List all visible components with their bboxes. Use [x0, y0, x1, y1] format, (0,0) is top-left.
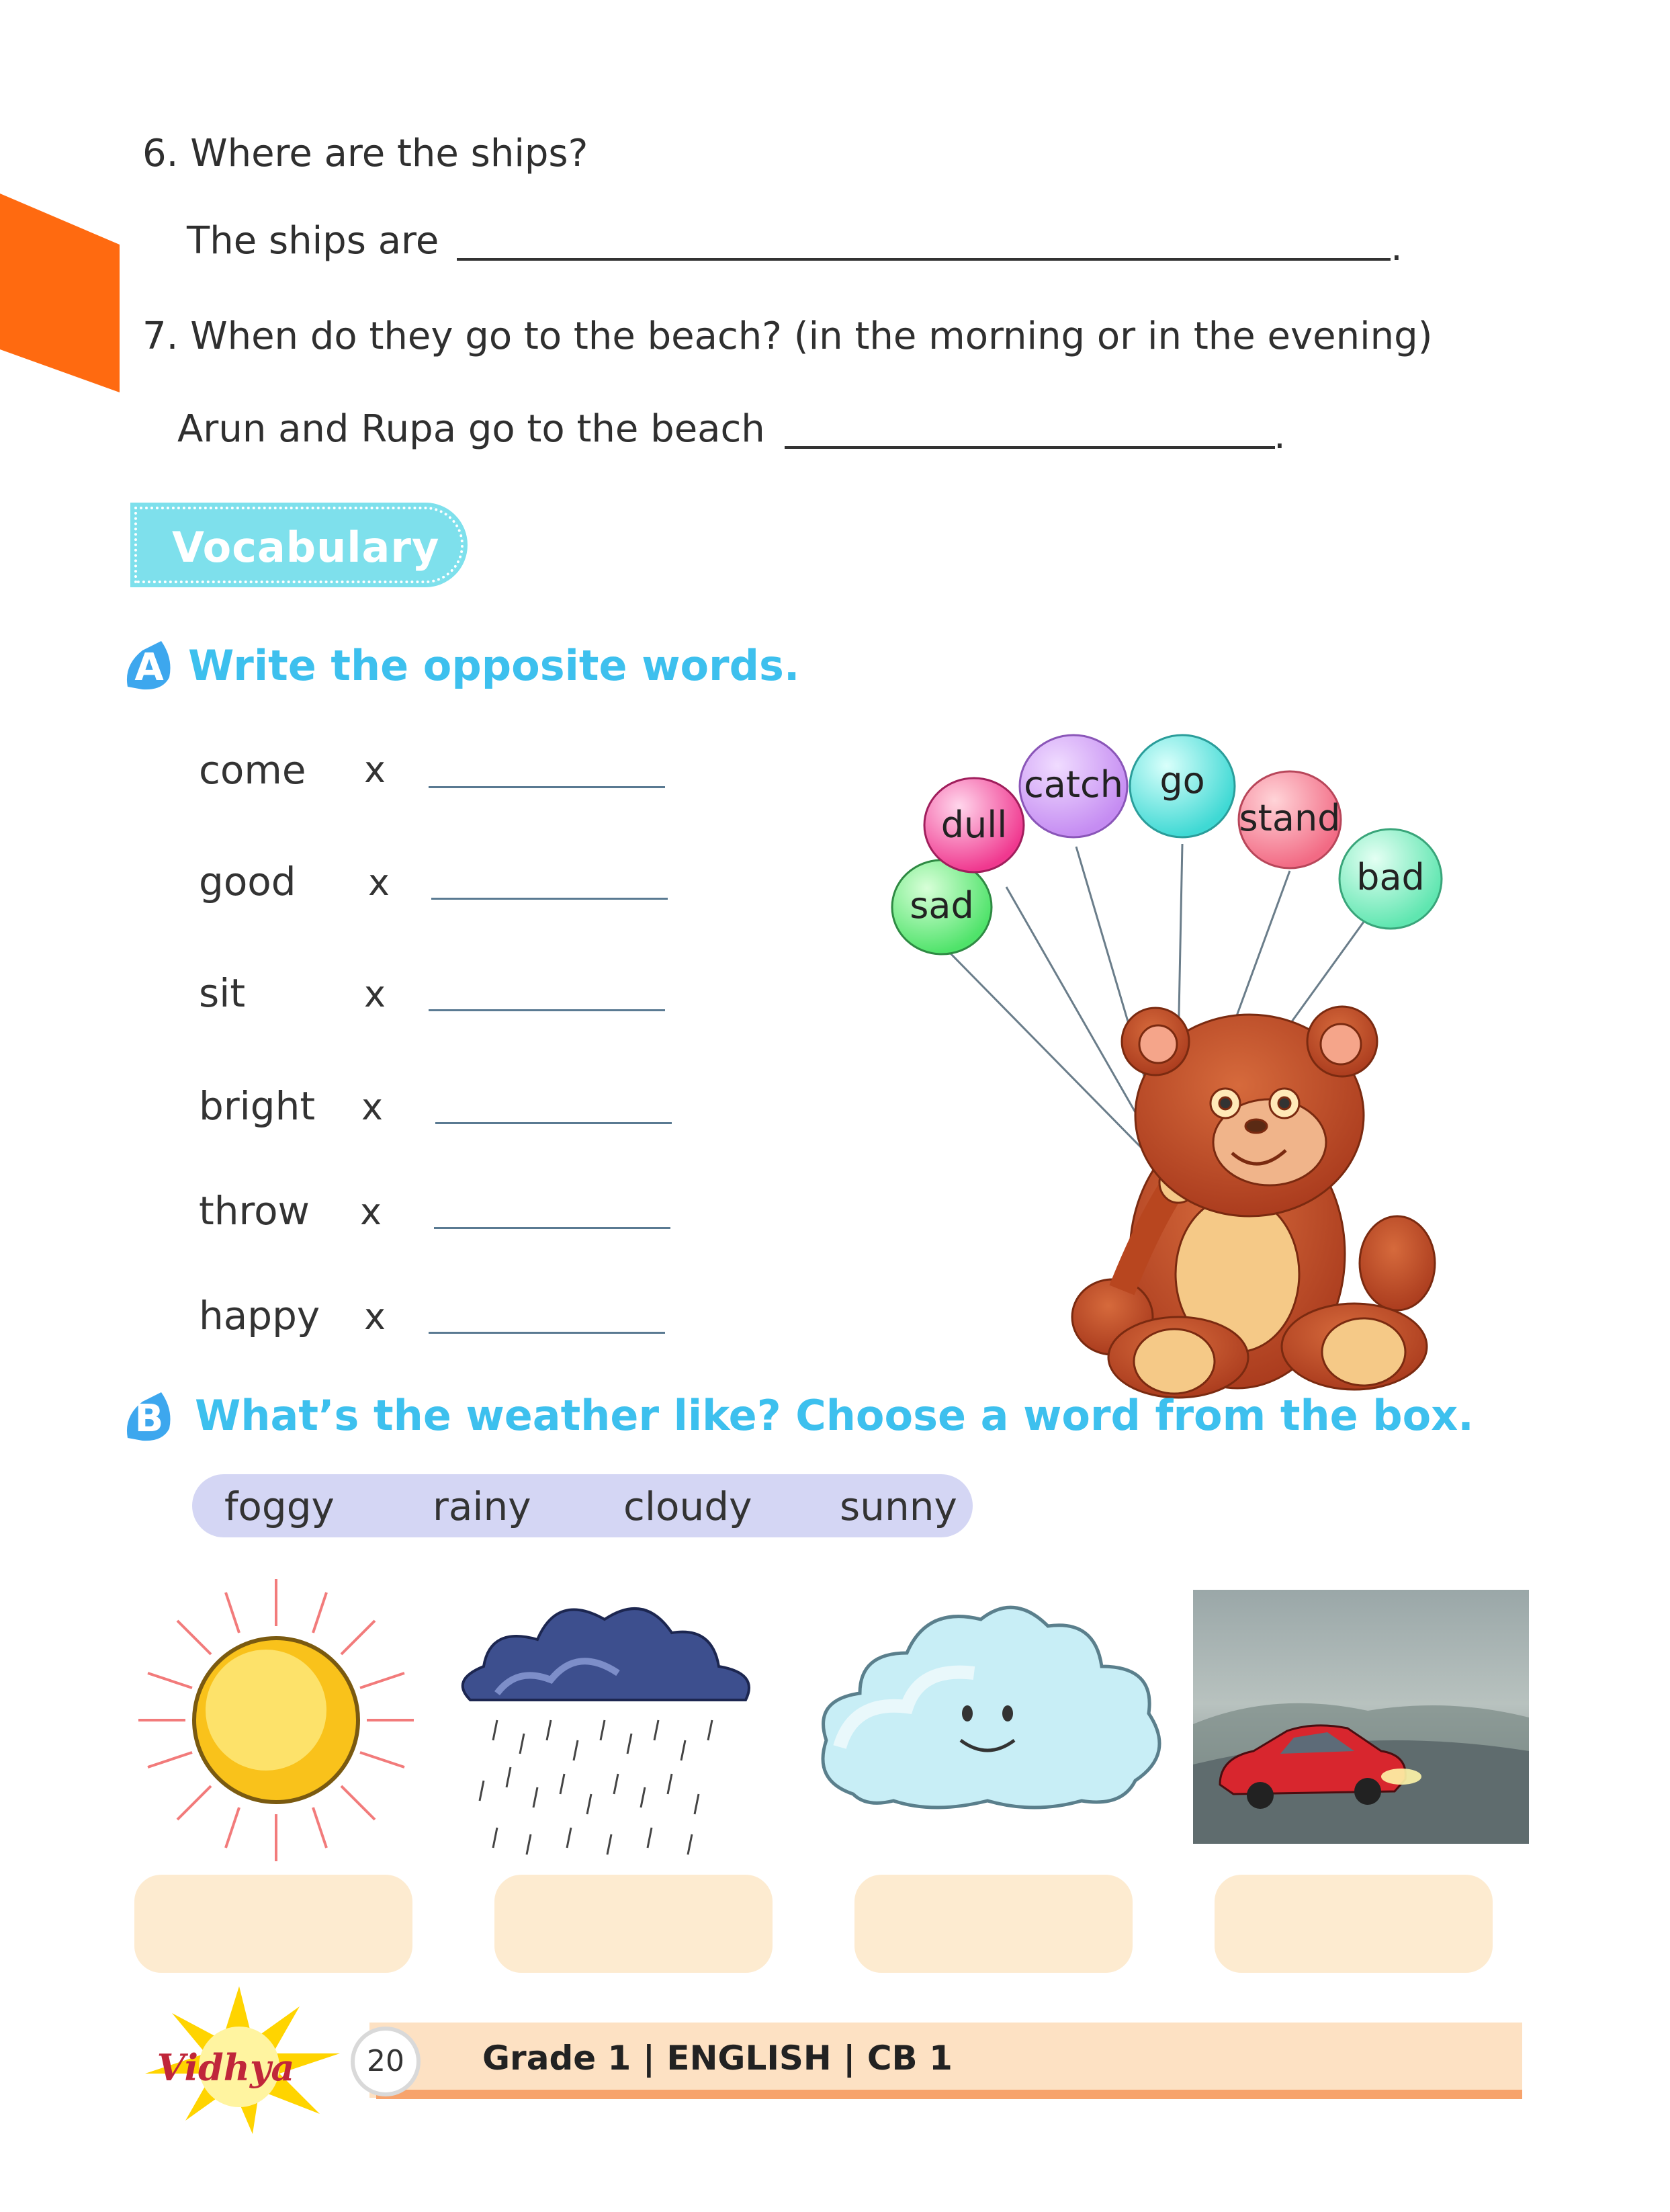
balloon-catch — [1020, 735, 1127, 837]
foggy-road-image — [1193, 1590, 1529, 1844]
opposite-answer-line[interactable] — [429, 1009, 665, 1011]
section-b-title: What’s the weather like? Choose a word from the box. — [195, 1391, 1474, 1440]
opposite-word-good: good — [199, 859, 296, 904]
opposite-x: x — [361, 1086, 383, 1128]
svg-text:sad: sad — [910, 884, 974, 927]
weather-answer-box[interactable] — [1215, 1875, 1493, 1973]
choice-foggy: foggy — [224, 1484, 335, 1529]
svg-text:go: go — [1159, 759, 1205, 802]
footer-underline — [376, 2090, 1522, 2099]
svg-text:bad: bad — [1356, 856, 1425, 898]
answer-7-prefix: Arun and Rupa go to the beach — [177, 407, 765, 451]
opposite-word-throw: throw — [199, 1188, 310, 1234]
teddy-bear — [1072, 1007, 1435, 1398]
opposite-x: x — [360, 1191, 382, 1233]
section-a-badge — [122, 638, 176, 692]
weather-answer-box[interactable] — [134, 1875, 412, 1973]
vocabulary-heading-label: Vocabulary — [172, 523, 440, 572]
balloon-stand — [1239, 771, 1341, 868]
question-6: 6. Where are the ships? — [142, 132, 588, 175]
answer-7-period: . — [1274, 414, 1286, 458]
opposite-word-come: come — [199, 747, 306, 793]
opposite-answer-line[interactable] — [435, 1122, 672, 1124]
svg-text:catch: catch — [1024, 763, 1123, 806]
opposite-x: x — [364, 1295, 386, 1338]
opposite-word-bright: bright — [199, 1083, 316, 1129]
weather-answer-box[interactable] — [494, 1875, 773, 1973]
footer-title: Grade 1 | ENGLISH | CB 1 — [482, 2039, 953, 2078]
weather-answer-box[interactable] — [854, 1875, 1133, 1973]
balloon-dull — [924, 778, 1024, 872]
page-number: 20 — [351, 2027, 421, 2096]
vidhya-logo-text: Vidhya — [157, 2046, 295, 2089]
opposite-answer-line[interactable] — [429, 1332, 665, 1334]
svg-text:dull: dull — [940, 804, 1008, 846]
teddy-bear-balloons-illustration — [826, 712, 1498, 1411]
section-a-letter: A — [134, 646, 164, 689]
question-7: 7. When do they go to the beach? (in the morning or in the evening) — [142, 314, 1433, 358]
answer-7-line[interactable] — [785, 446, 1275, 449]
balloon-sad — [892, 860, 992, 954]
vocabulary-heading — [134, 507, 464, 583]
opposite-x: x — [368, 861, 390, 904]
answer-6-line[interactable] — [457, 258, 1391, 261]
answer-6-period: . — [1391, 226, 1403, 269]
opposite-word-happy: happy — [199, 1293, 320, 1338]
vidhya-logo — [125, 1980, 353, 2141]
orange-side-tab — [0, 194, 121, 395]
opposite-answer-line[interactable] — [429, 786, 665, 788]
choice-sunny: sunny — [840, 1484, 957, 1529]
answer-6-prefix: The ships are — [187, 219, 439, 263]
opposite-answer-line[interactable] — [431, 898, 668, 900]
cloud-image — [813, 1592, 1176, 1821]
choice-cloudy: cloudy — [623, 1484, 752, 1529]
section-a-title: Write the opposite words. — [188, 641, 800, 690]
opposite-x: x — [364, 973, 386, 1015]
section-b-badge — [122, 1390, 176, 1443]
choice-rainy: rainy — [433, 1484, 531, 1529]
sun-image — [132, 1572, 421, 1868]
opposite-word-sit: sit — [199, 970, 246, 1016]
balloon-bad — [1339, 829, 1442, 929]
opposite-x: x — [364, 749, 386, 791]
svg-text:stand: stand — [1239, 797, 1341, 839]
opposite-answer-line[interactable] — [434, 1227, 670, 1229]
section-b-letter: B — [134, 1397, 164, 1441]
rain-cloud-image — [443, 1566, 779, 1875]
balloon-go — [1130, 735, 1235, 837]
